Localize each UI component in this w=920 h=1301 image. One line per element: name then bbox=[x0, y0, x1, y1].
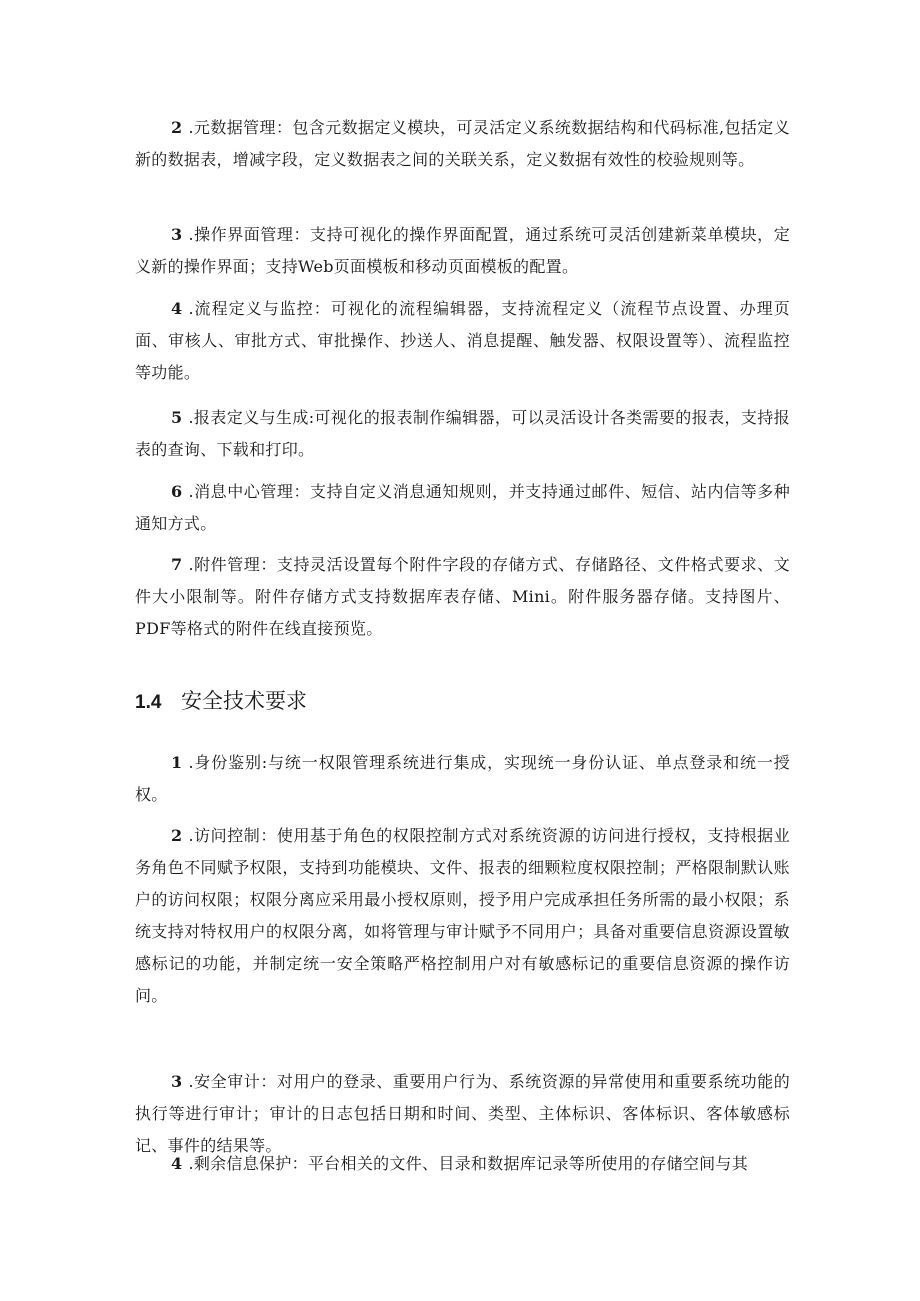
item-number: 4 bbox=[171, 1154, 183, 1173]
paragraph-text: .剩余信息保护：平台相关的文件、目录和数据库记录等所使用的存储空间与其 bbox=[188, 1154, 749, 1173]
item-number: 2 bbox=[171, 826, 183, 845]
item-number: 5 bbox=[171, 408, 183, 427]
paragraph-metadata-management bbox=[135, 112, 790, 176]
paragraph-attachment bbox=[135, 549, 790, 645]
paragraph-text: .安全审计：对用户的登录、重要用户行为、系统资源的异常使用和重要系统功能的执行等进行审计；审计的日志包括日期和时间、类型、主体标识、客体标识、客体敏感标记、事件的结果等。 bbox=[135, 1072, 790, 1155]
paragraph-text: .操作界面管理：支持可视化的操作界面配置，通过系统可灵活创建新菜单模块，定义新的操作界面；支持Web页面模板和移动页面模板的配置。 bbox=[135, 225, 790, 276]
section-number: 1.4 bbox=[135, 692, 162, 713]
section-title: 安全技术要求 bbox=[181, 689, 307, 713]
paragraph-text: .流程定义与监控：可视化的流程编辑器，支持流程定义（流程节点设置、办理页面、审核人、审批方式、审批操作、抄送人、消息提醒、触发器、权限设置等）、流程监控等功能。 bbox=[135, 299, 790, 382]
paragraph-text: .元数据管理：包含元数据定义模块，可灵活定义系统数据结构和代码标准,包括定义新的数据表，增减字段，定义数据表之间的关联关系，定义数据有效性的校验规则等。 bbox=[135, 118, 790, 169]
paragraph-report bbox=[135, 402, 790, 466]
paragraph-workflow bbox=[135, 293, 790, 389]
paragraph-text: .访问控制：使用基于角色的权限控制方式对系统资源的访问进行授权，支持根据业务角色不同赋予权限，支持到功能模块、文件、报表的细颗粒度权限控制；严格限制默认账户的访问权限；权限分离应采用最小授权原则，授予用户完成承担任务所需的最小权限；系统支持对特权用户的权限分离，如将管理与审计赋予不同用户；具备对重要信息资源设置敏感标记的功能，并制定统一安全策略严格控制用户对有敏感标记的重要信息资源的操作访问。 bbox=[135, 826, 790, 1005]
item-number: 1 bbox=[171, 753, 183, 772]
item-number: 3 bbox=[171, 225, 183, 244]
item-number: 3 bbox=[171, 1072, 183, 1091]
item-number: 7 bbox=[171, 555, 183, 574]
section-heading bbox=[135, 684, 790, 718]
paragraph-identity bbox=[135, 747, 790, 811]
paragraph-message-center bbox=[135, 476, 790, 540]
paragraph-ui-management bbox=[135, 219, 790, 283]
paragraph-access-control bbox=[135, 820, 790, 1012]
item-number: 2 bbox=[171, 118, 183, 137]
paragraph-residual-info bbox=[135, 1148, 790, 1180]
paragraph-text: .报表定义与生成:可视化的报表制作编辑器，可以灵活设计各类需要的报表，支持报表的查询、下载和打印。 bbox=[135, 408, 790, 459]
paragraph-text: .身份鉴别:与统一权限管理系统进行集成，实现统一身份认证、单点登录和统一授权。 bbox=[135, 753, 790, 804]
item-number: 6 bbox=[171, 482, 183, 501]
paragraph-text: .消息中心管理：支持自定义消息通知规则，并支持通过邮件、短信、站内信等多种通知方式。 bbox=[135, 482, 790, 533]
paragraph-text: .附件管理：支持灵活设置每个附件字段的存储方式、存储路径、文件格式要求、文件大小限制等。附件存储方式支持数据库表存储、Mini。附件服务器存储。支持图片、PDF等格式的附件在线直接预览。 bbox=[135, 555, 790, 638]
item-number: 4 bbox=[171, 299, 183, 318]
